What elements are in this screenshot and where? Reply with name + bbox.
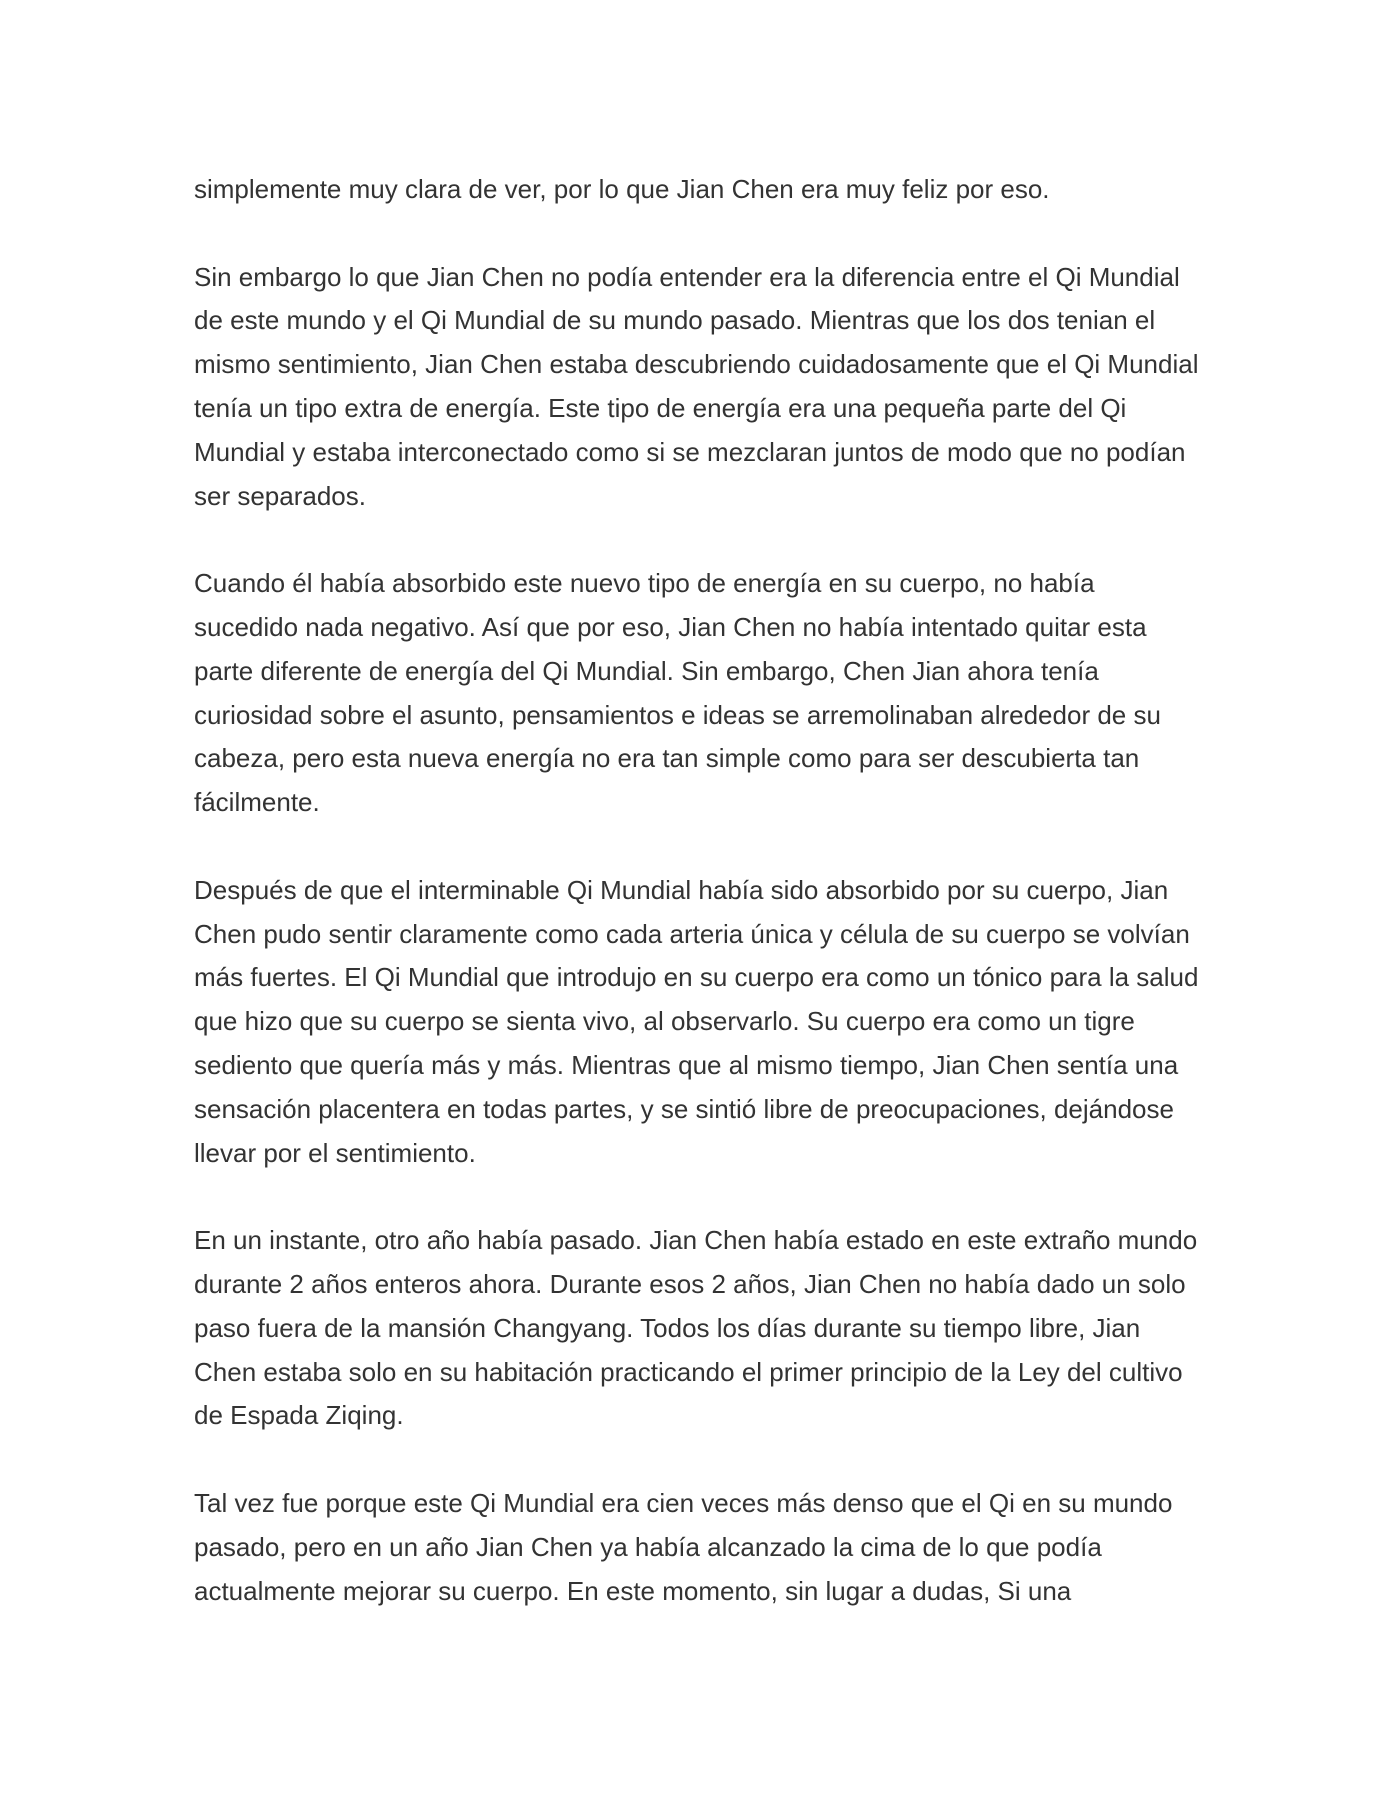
paragraph-5: En un instante, otro año había pasado. Jian Chen había estado en este extraño mundo durante 2 años enteros ahora. Durante esos 2 años, Jian Chen no había dado un solo paso fuera de la mansión Changyang. Todos los días durante su tiempo libre, Jian Chen estaba solo en su habitación practicando el primer principio de la Ley del cultivo de Espada Ziqing.: [194, 1225, 1198, 1431]
paragraph-4: Después de que el interminable Qi Mundial había sido absorbido por su cuerpo, Jian Chen pudo sentir claramente como cada arteria única y célula de su cuerpo se volvían más fuertes. El Qi Mundial que introdujo en su cuerpo era como un tónico para la salud que hizo que su cuerpo se sienta vivo, al observarlo. Su cuerpo era como un tigre sediento que quería más y más. Mientras que al mismo tiempo, Jian Chen sentía una sensación placentera en todas partes, y se sintió libre de preocupaciones, dejándose llevar por el sentimiento.: [194, 874, 1199, 1168]
paragraph-1: simplemente muy clara de ver, por lo que Jian Chen era muy feliz por eso.: [194, 174, 1050, 204]
paragraph-6: Tal vez fue porque este Qi Mundial era cien veces más denso que el Qi en su mundo pasado, pero en un año Jian Chen ya había alcanzado la cima de lo que podía actualmente mejorar su cuerpo. En este momento, sin lugar a dudas, Si una: [194, 1487, 1173, 1606]
paragraph-2: Sin embargo lo que Jian Chen no podía entender era la diferencia entre el Qi Mundial de este mundo y el Qi Mundial de su mundo pasado. Mientras que los dos tenian el mismo sentimiento, Jian Chen estaba descubriendo cuidadosamente que el Qi Mundial tenía un tipo extra de energía. Este tipo de energía era una pequeña parte del Qi Mundial y estaba interconectado como si se mezclaran juntos de modo que no podían ser separados.: [194, 261, 1199, 511]
document-body: [194, 168, 1204, 1613]
paragraph-3: Cuando él había absorbido este nuevo tipo de energía en su cuerpo, no había sucedido nada negativo. Así que por eso, Jian Chen no había intentado quitar esta parte diferente de energía del Qi Mundial. Sin embargo, Chen Jian ahora tenía curiosidad sobre el asunto, pensamientos e ideas se arremolinaban alrededor de su cabeza, pero esta nueva energía no era tan simple como para ser descubierta tan fácilmente.: [194, 568, 1161, 818]
